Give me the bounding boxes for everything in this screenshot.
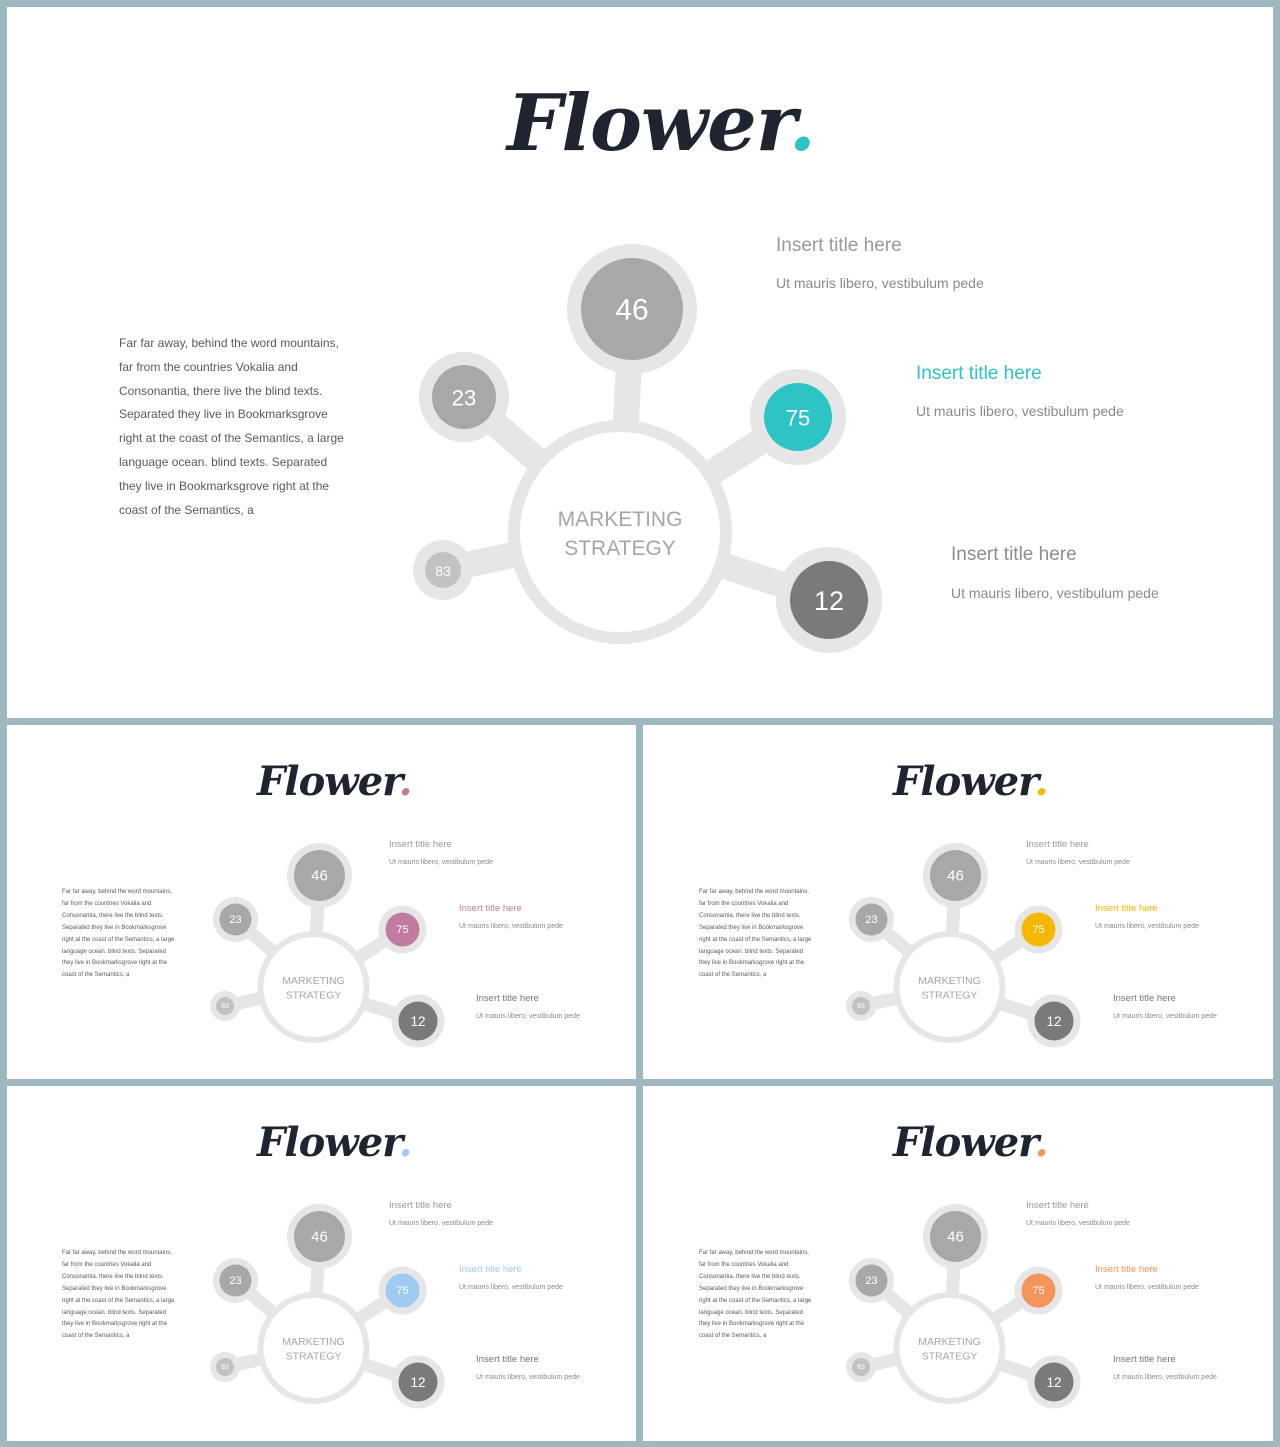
node-value-23: 23	[865, 1275, 878, 1287]
node-value-46: 46	[311, 1228, 328, 1246]
item-title-1: Insert title here	[389, 1200, 452, 1211]
logo-dot: .	[398, 1119, 412, 1166]
node-value-75: 75	[1032, 924, 1045, 936]
center-label-line-2: STRATEGY	[285, 989, 342, 1002]
item-subtitle-1: Ut mauris libero, vestibulum pede	[1026, 859, 1130, 866]
item-title-2: Insert title here	[1095, 1264, 1158, 1275]
node-value-23: 23	[865, 914, 878, 926]
node-value-12: 12	[813, 586, 845, 616]
item-subtitle-2: Ut mauris libero, vestibulum pede	[459, 1284, 563, 1291]
node-value-46: 46	[311, 867, 328, 885]
flower-diagram	[207, 839, 447, 1049]
slide-variant-1	[7, 725, 636, 1079]
node-value-46: 46	[947, 867, 964, 885]
node-value-12: 12	[410, 1375, 426, 1390]
center-label-line-1: MARKETING	[918, 1336, 981, 1348]
item-subtitle-1: Ut mauris libero, vestibulum pede	[389, 859, 493, 866]
slide-variant-3	[7, 1086, 636, 1441]
logo	[257, 1119, 412, 1166]
body-paragraph: Far far away, behind the word mountains, far from the countries Vokalia and Consonantia, there live the blind texts. Separated they live in Bookmarksgrove right at the coast of the Semantics, a large language ocean. blind texts. Separated they live in Bookmarksgrove right at the coast of the Semantics, a	[699, 1250, 812, 1340]
center-label-line-1: MARKETING	[918, 975, 981, 987]
item-title-1: Insert title here	[1026, 839, 1089, 850]
item-subtitle-1: Ut mauris libero, vestibulum pede	[776, 275, 984, 291]
item-subtitle-2: Ut mauris libero, vestibulum pede	[1095, 923, 1199, 930]
item-subtitle-1: Ut mauris libero, vestibulum pede	[389, 1220, 493, 1227]
node-value-12: 12	[1046, 1375, 1062, 1390]
item-title-3: Insert title here	[476, 993, 539, 1004]
node-value-46: 46	[615, 293, 649, 327]
item-subtitle-3: Ut mauris libero, vestibulum pede	[1113, 1013, 1217, 1020]
item-title-3: Insert title here	[1113, 993, 1176, 1004]
flower-diagram	[207, 1200, 447, 1410]
item-subtitle-2: Ut mauris libero, vestibulum pede	[459, 923, 563, 930]
center-circle	[264, 937, 364, 1037]
node-value-75: 75	[1032, 1285, 1045, 1297]
center-label-line-1: MARKETING	[282, 1336, 345, 1348]
item-subtitle-3: Ut mauris libero, vestibulum pede	[951, 585, 1159, 601]
slide-variant-4	[643, 1086, 1273, 1441]
body-paragraph: Far far away, behind the word mountains, far from the countries Vokalia and Consonantia, there live the blind texts. Separated they live in Bookmarksgrove right at the coast of the Semantics, a large language ocean. blind texts. Separated they live in Bookmarksgrove right at the coast of the Semantics, a	[62, 1250, 175, 1340]
logo	[893, 758, 1048, 805]
flower-diagram	[843, 839, 1083, 1049]
item-subtitle-3: Ut mauris libero, vestibulum pede	[476, 1374, 580, 1381]
logo-dot: .	[1034, 1119, 1048, 1166]
logo	[893, 1119, 1048, 1166]
logo-text: Flower	[893, 1119, 1035, 1166]
item-title-3: Insert title here	[951, 544, 1077, 565]
node-value-23: 23	[229, 1275, 242, 1287]
center-circle	[520, 432, 720, 632]
item-title-1: Insert title here	[1026, 1200, 1089, 1211]
slide-main	[7, 7, 1273, 718]
center-label-line-1: MARKETING	[557, 508, 683, 531]
logo	[257, 758, 412, 805]
logo-text: Flower	[257, 758, 399, 805]
item-title-2: Insert title here	[459, 903, 522, 914]
node-value-75: 75	[396, 924, 409, 936]
item-title-3: Insert title here	[476, 1354, 539, 1365]
item-title-3: Insert title here	[1113, 1354, 1176, 1365]
node-value-23: 23	[451, 385, 477, 411]
item-subtitle-3: Ut mauris libero, vestibulum pede	[476, 1013, 580, 1020]
center-label-line-2: STRATEGY	[921, 1350, 978, 1363]
flower-diagram	[843, 1200, 1083, 1410]
item-subtitle-3: Ut mauris libero, vestibulum pede	[1113, 1374, 1217, 1381]
logo	[507, 78, 815, 169]
body-paragraph: Far far away, behind the word mountains, far from the countries Vokalia and Consonantia, there live the blind texts. Separated they live in Bookmarksgrove right at the coast of the Semantics, a large language ocean. blind texts. Separated they live in Bookmarksgrove right at the coast of the Semantics, a	[62, 889, 175, 979]
logo-dot: .	[788, 78, 815, 169]
logo-text: Flower	[893, 758, 1035, 805]
node-value-83: 83	[221, 1003, 229, 1010]
node-value-75: 75	[785, 405, 811, 431]
center-circle	[264, 1298, 364, 1398]
node-value-83: 83	[435, 563, 451, 579]
logo-text: Flower	[507, 78, 789, 169]
center-label-line-1: MARKETING	[282, 975, 345, 987]
item-subtitle-1: Ut mauris libero, vestibulum pede	[1026, 1220, 1130, 1227]
node-value-83: 83	[857, 1364, 865, 1371]
node-value-83: 83	[221, 1364, 229, 1371]
item-subtitle-2: Ut mauris libero, vestibulum pede	[1095, 1284, 1199, 1291]
logo-text: Flower	[257, 1119, 399, 1166]
item-subtitle-2: Ut mauris libero, vestibulum pede	[916, 403, 1124, 419]
node-value-46: 46	[947, 1228, 964, 1246]
logo-dot: .	[398, 758, 412, 805]
item-title-2: Insert title here	[916, 363, 1042, 384]
body-paragraph: Far far away, behind the word mountains, far from the countries Vokalia and Consonantia, there live the blind texts. Separated they live in Bookmarksgrove right at the coast of the Semantics, a large language ocean. blind texts. Separated they live in Bookmarksgrove right at the coast of the Semantics, a	[119, 336, 344, 517]
center-label-line-2: STRATEGY	[921, 989, 978, 1002]
node-value-83: 83	[857, 1003, 865, 1010]
flower-diagram	[407, 236, 887, 656]
item-title-2: Insert title here	[1095, 903, 1158, 914]
center-label-line-2: STRATEGY	[285, 1350, 342, 1363]
center-circle	[900, 937, 1000, 1037]
node-value-12: 12	[1046, 1014, 1062, 1029]
item-title-1: Insert title here	[389, 839, 452, 850]
node-value-75: 75	[396, 1285, 409, 1297]
slide-variant-2	[643, 725, 1273, 1079]
item-title-2: Insert title here	[459, 1264, 522, 1275]
item-title-1: Insert title here	[776, 235, 902, 256]
node-value-12: 12	[410, 1014, 426, 1029]
node-value-23: 23	[229, 914, 242, 926]
logo-dot: .	[1034, 758, 1048, 805]
body-paragraph: Far far away, behind the word mountains, far from the countries Vokalia and Consonantia, there live the blind texts. Separated they live in Bookmarksgrove right at the coast of the Semantics, a large language ocean. blind texts. Separated they live in Bookmarksgrove right at the coast of the Semantics, a	[699, 889, 812, 979]
center-circle	[900, 1298, 1000, 1398]
center-label-line-2: STRATEGY	[564, 537, 676, 560]
